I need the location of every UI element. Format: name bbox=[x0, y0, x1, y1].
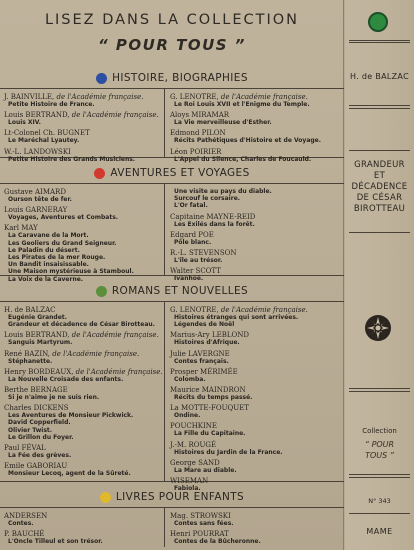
collection-header: LISEZ DANS LA COLLECTION bbox=[44, 12, 300, 28]
book-entry bbox=[170, 267, 342, 282]
book-entry bbox=[4, 148, 162, 163]
book-title: Voyages, Aventures et Combats. bbox=[8, 214, 119, 222]
book-title: Stéphanette. bbox=[8, 357, 53, 365]
right-column bbox=[170, 306, 342, 495]
author-name: J.-M. ROUGÉ bbox=[170, 440, 217, 449]
book-title: Les Geoliers du Grand Seigneur. bbox=[8, 239, 117, 247]
book-title: Petite Histoire de France. bbox=[8, 101, 95, 108]
author-name: Louis GARNERAY bbox=[4, 206, 68, 215]
green-dot-icon bbox=[96, 286, 107, 297]
book-entry bbox=[4, 188, 162, 203]
author-name: Marius-Ary LEBLOND bbox=[170, 331, 249, 340]
book-title: Colomba. bbox=[174, 375, 206, 383]
spine-rule bbox=[349, 105, 410, 106]
author-line bbox=[170, 306, 342, 314]
spine-author: H. de BALZAC bbox=[350, 72, 409, 81]
author-name: Louis BERTRAND, bbox=[4, 111, 70, 120]
author-name: P. BAUCHÉ bbox=[4, 530, 45, 539]
author-name: Paul FÉVAL bbox=[4, 444, 46, 453]
book-entry bbox=[4, 206, 162, 221]
section-title: LIVRES POUR ENFANTS bbox=[115, 491, 245, 503]
book-title: Surcouf le corsaire. bbox=[174, 195, 241, 203]
book-entry bbox=[170, 188, 342, 210]
section-heading-enfants bbox=[0, 489, 344, 505]
book-title: Si je n'aime je ne suis rien. bbox=[8, 394, 100, 402]
book-title: La Mare au diable. bbox=[174, 466, 237, 474]
left-column bbox=[4, 512, 162, 548]
spine-title-line: GRANDEUR bbox=[354, 160, 405, 170]
spine-rule bbox=[349, 108, 410, 109]
author-line bbox=[4, 404, 162, 412]
book-title: La Nouvelle Croisade des enfants. bbox=[8, 375, 124, 383]
book-entry bbox=[170, 306, 342, 328]
book-title: Olivier Twist. bbox=[8, 426, 53, 434]
book-title: L'Appel du Silence, Charles de Foucauld. bbox=[174, 155, 312, 163]
author-name: Edgard POE bbox=[170, 230, 214, 239]
author-line bbox=[4, 530, 162, 538]
book-title: Récits Pathétiques d'Histoire et de Voyage. bbox=[174, 137, 322, 145]
author-line bbox=[170, 111, 342, 119]
book-title: Grandeur et décadence de César Birotteau. bbox=[8, 321, 155, 329]
book-title: Petite Histoire des Grands Musiciens. bbox=[8, 155, 136, 163]
author-name: Charles DICKENS bbox=[4, 404, 69, 413]
spine-title-line: ET bbox=[373, 171, 386, 181]
book-title: Le Roi Louis XVII et l'Enigme du Temple. bbox=[174, 101, 310, 108]
author-line bbox=[4, 368, 162, 376]
column-divider bbox=[164, 508, 165, 547]
spine-rule bbox=[349, 474, 410, 475]
book-entry bbox=[170, 459, 342, 474]
author-name: G. LENOTRE, bbox=[170, 93, 219, 101]
spine-rule bbox=[349, 391, 410, 392]
yellow-dot-icon bbox=[100, 492, 111, 503]
author-line bbox=[4, 331, 162, 339]
section-heading-aventures bbox=[0, 165, 344, 181]
book-title: Sanguis Martyrum. bbox=[8, 339, 73, 347]
section-list bbox=[0, 301, 344, 493]
book-entry bbox=[170, 404, 342, 419]
author-line bbox=[170, 530, 342, 538]
author-qualification: de l'Académie française. bbox=[69, 111, 159, 120]
author-line bbox=[4, 148, 162, 156]
book-entry bbox=[170, 213, 342, 228]
author-line bbox=[170, 441, 342, 449]
section-list bbox=[0, 183, 344, 283]
book-title: La Vie merveilleuse d'Esther. bbox=[174, 119, 272, 127]
section-list bbox=[0, 88, 344, 163]
spine-collection-label: Collection bbox=[362, 427, 397, 435]
author-qualification: de l'Académie française. bbox=[218, 306, 308, 314]
author-name: Prosper MÉRIMÉE bbox=[170, 367, 238, 376]
spine-publisher: MAME bbox=[366, 527, 393, 536]
author-qualification: de l'Académie française. bbox=[73, 367, 163, 376]
author-line bbox=[170, 213, 342, 221]
book-title: La Caravane de la Mort. bbox=[8, 232, 89, 240]
book-title: L'Or fatal. bbox=[174, 202, 208, 210]
section-heading-romans bbox=[0, 283, 344, 299]
author-line bbox=[4, 188, 162, 196]
section-title: HISTOIRE, BIOGRAPHIES bbox=[112, 72, 248, 84]
book-entry bbox=[170, 422, 342, 437]
author-qualification: de l'Académie française. bbox=[69, 331, 159, 340]
spine-title-line: DE CÉSAR bbox=[356, 193, 403, 203]
column-divider bbox=[164, 89, 165, 157]
author-line bbox=[170, 477, 342, 485]
right-column bbox=[170, 188, 342, 285]
blue-dot-icon bbox=[96, 73, 107, 84]
book-entry bbox=[4, 386, 162, 401]
book-entry bbox=[170, 331, 342, 346]
book-title: Contes. bbox=[8, 520, 34, 527]
spine-number: N° 343 bbox=[368, 497, 391, 505]
book-title: Fabiola. bbox=[174, 485, 201, 493]
spine-rule bbox=[349, 150, 410, 151]
author-qualification: de l'Académie française. bbox=[50, 349, 140, 358]
author-name: W.-L. LANDOWSKI bbox=[4, 147, 71, 156]
book-title: Histoires du Jardin de la France. bbox=[174, 448, 283, 456]
book-title: Les Pirates de la mer Rouge. bbox=[8, 254, 106, 262]
red-dot-icon bbox=[94, 168, 105, 179]
spine-green-dot-icon bbox=[368, 12, 388, 32]
column-divider bbox=[164, 184, 165, 275]
author-name: WISEMAN bbox=[170, 477, 209, 486]
book-title: Les Exilés dans la forêt. bbox=[174, 220, 255, 228]
author-line bbox=[170, 386, 342, 394]
book-title: Louis XIV. bbox=[8, 119, 41, 127]
book-entry bbox=[4, 512, 162, 527]
column-divider bbox=[164, 302, 165, 481]
book-entry bbox=[170, 148, 342, 163]
author-line bbox=[170, 267, 342, 275]
book-title: Le Paladin du désert. bbox=[8, 246, 80, 254]
book-title: La Fille du Capitaine. bbox=[174, 430, 246, 438]
author-name: Lt-Colonel Ch. BUGNET bbox=[4, 129, 90, 138]
book-entry bbox=[4, 368, 162, 383]
book-title: David Copperfield. bbox=[8, 419, 71, 427]
book-title: Contes français. bbox=[174, 357, 229, 365]
book-entry bbox=[4, 444, 162, 459]
section-list bbox=[0, 507, 344, 547]
left-column bbox=[4, 93, 162, 166]
author-line bbox=[4, 386, 162, 394]
book-entry bbox=[170, 129, 342, 144]
book-title: Eugénie Grandet. bbox=[8, 314, 67, 321]
author-name: G. LENOTRE, bbox=[170, 306, 219, 314]
book-title: Monsieur Lecoq, agent de la Sûreté. bbox=[8, 470, 131, 478]
author-line bbox=[4, 350, 162, 358]
book-title: Une visite au pays du diable. bbox=[174, 188, 272, 195]
author-name: René BAZIN, bbox=[4, 349, 51, 358]
collection-name: “ POUR TOUS ” bbox=[98, 36, 246, 54]
book-entry bbox=[170, 350, 342, 365]
book-entry bbox=[170, 111, 342, 126]
author-qualification: de l'Académie française. bbox=[218, 93, 308, 101]
spine-collection-line: TOUS ” bbox=[365, 451, 394, 460]
author-name: R.-L. STEVENSON bbox=[170, 249, 237, 258]
book-entry bbox=[4, 224, 162, 282]
left-column bbox=[4, 306, 162, 480]
author-name: ANDERSEN bbox=[4, 512, 48, 520]
section-heading-histoire bbox=[0, 70, 344, 86]
book-title: Une Maison mystérieuse à Stamboul. bbox=[8, 268, 134, 276]
book-title: Le Maréchal Lyautey. bbox=[8, 137, 80, 145]
book-title: Pôle blanc. bbox=[174, 238, 212, 246]
book-entry bbox=[4, 93, 162, 108]
book-title: La Fée des grèves. bbox=[8, 452, 72, 460]
book-spine bbox=[345, 0, 414, 550]
author-line bbox=[4, 512, 162, 520]
spine-collection-name bbox=[345, 439, 414, 461]
author-name: Aloys MIRAMAR bbox=[170, 111, 230, 120]
author-line bbox=[4, 93, 162, 101]
section-title: ROMANS ET NOUVELLES bbox=[111, 285, 249, 297]
spine-title-line: BIROTTEAU bbox=[353, 204, 406, 214]
book-title: Un Bandit insaisissable. bbox=[8, 261, 89, 269]
author-line bbox=[170, 331, 342, 339]
book-entry bbox=[170, 386, 342, 401]
author-name: Mag. STROWSKI bbox=[170, 512, 231, 520]
author-line bbox=[170, 350, 342, 358]
book-title: Contes sans fées. bbox=[174, 520, 234, 527]
book-entry bbox=[4, 111, 162, 126]
author-qualification: de l'Académie française. bbox=[54, 93, 144, 101]
author-name: Louis BERTRAND, bbox=[4, 331, 70, 340]
book-title: Ondine. bbox=[174, 412, 201, 420]
spine-rule bbox=[349, 232, 410, 233]
book-entry bbox=[170, 441, 342, 456]
author-line bbox=[4, 444, 162, 452]
author-name: POUCHKINE bbox=[170, 422, 218, 431]
author-line bbox=[4, 129, 162, 137]
author-name: Emile GABORIAU bbox=[4, 462, 68, 471]
book-entry bbox=[170, 530, 342, 545]
author-line bbox=[170, 459, 342, 467]
right-column bbox=[170, 512, 342, 548]
author-name: H. de BALZAC bbox=[4, 306, 56, 314]
author-line bbox=[170, 404, 342, 412]
right-column bbox=[170, 93, 342, 166]
book-entry bbox=[4, 530, 162, 545]
author-name: Léon POIRIER bbox=[170, 147, 222, 156]
left-column bbox=[4, 188, 162, 286]
spine-collection-line: “ POUR bbox=[364, 440, 395, 449]
book-title: Ourson tête de fer. bbox=[8, 196, 72, 203]
author-line bbox=[4, 224, 162, 232]
author-name: George SAND bbox=[170, 458, 220, 467]
author-line bbox=[170, 368, 342, 376]
book-title: Ivanhoë. bbox=[174, 275, 204, 283]
author-line bbox=[4, 206, 162, 214]
author-line bbox=[170, 148, 342, 156]
author-line bbox=[170, 93, 342, 101]
author-name: Karl MAY bbox=[4, 224, 38, 233]
spine-rule bbox=[349, 477, 410, 478]
section-title: AVENTURES ET VOYAGES bbox=[110, 167, 250, 179]
book-entry bbox=[4, 129, 162, 144]
spine-rule bbox=[349, 513, 410, 514]
book-title: Récits du temps passé. bbox=[174, 394, 253, 402]
author-name: Julie LAVERGNE bbox=[170, 349, 230, 358]
book-title: L'Oncle Tilleul et son trésor. bbox=[8, 538, 103, 546]
book-title: Histoires étranges qui sont arrivées. bbox=[174, 314, 299, 321]
book-entry bbox=[4, 404, 162, 441]
author-name: Henri POURRAT bbox=[170, 530, 229, 539]
author-line bbox=[170, 249, 342, 257]
spine-title bbox=[345, 160, 414, 215]
author-name: Gustave AIMARD bbox=[4, 188, 66, 196]
book-entry bbox=[170, 93, 342, 108]
book-entry bbox=[4, 350, 162, 365]
book-title: L'île au trésor. bbox=[174, 257, 223, 265]
author-line bbox=[170, 231, 342, 239]
book-entry bbox=[4, 306, 162, 328]
book-entry bbox=[4, 331, 162, 346]
book-title: Les Aventures de Monsieur Pickwick. bbox=[8, 412, 134, 420]
book-title: Contes de la Bûcheronne. bbox=[174, 538, 261, 546]
spine-title-line: DÉCADENCE bbox=[351, 182, 408, 192]
author-name: Maurice MAINDRON bbox=[170, 386, 246, 395]
spine-rule bbox=[349, 40, 410, 41]
book-title: La Voix de la Caverne. bbox=[8, 275, 84, 283]
author-name: J. BAINVILLE, bbox=[4, 93, 55, 101]
book-title: Le Grillon du Foyer. bbox=[8, 433, 74, 441]
author-line bbox=[170, 422, 342, 430]
book-title: Histoires d'Afrique. bbox=[174, 339, 240, 347]
author-name: Henry BORDEAUX, bbox=[4, 367, 74, 376]
author-name: La MOTTE-FOUQUET bbox=[170, 404, 249, 413]
author-name: Capitaine MAYNE-REID bbox=[170, 212, 256, 221]
book-title: Légendes de Noël bbox=[174, 321, 235, 329]
spine-rule bbox=[349, 388, 410, 389]
author-line bbox=[4, 462, 162, 470]
author-line bbox=[4, 111, 162, 119]
author-name: Walter SCOTT bbox=[170, 267, 221, 276]
spine-rule bbox=[349, 42, 410, 43]
author-line bbox=[170, 512, 342, 520]
publisher-emblem-icon bbox=[363, 313, 393, 343]
book-entry bbox=[4, 462, 162, 477]
book-entry bbox=[170, 249, 342, 264]
author-name: Berthe BERNAGE bbox=[4, 386, 68, 395]
author-line bbox=[4, 306, 162, 314]
author-name: Edmond PILON bbox=[170, 129, 226, 138]
book-entry bbox=[170, 368, 342, 383]
book-entry bbox=[170, 231, 342, 246]
book-entry bbox=[170, 512, 342, 527]
author-line bbox=[170, 129, 342, 137]
